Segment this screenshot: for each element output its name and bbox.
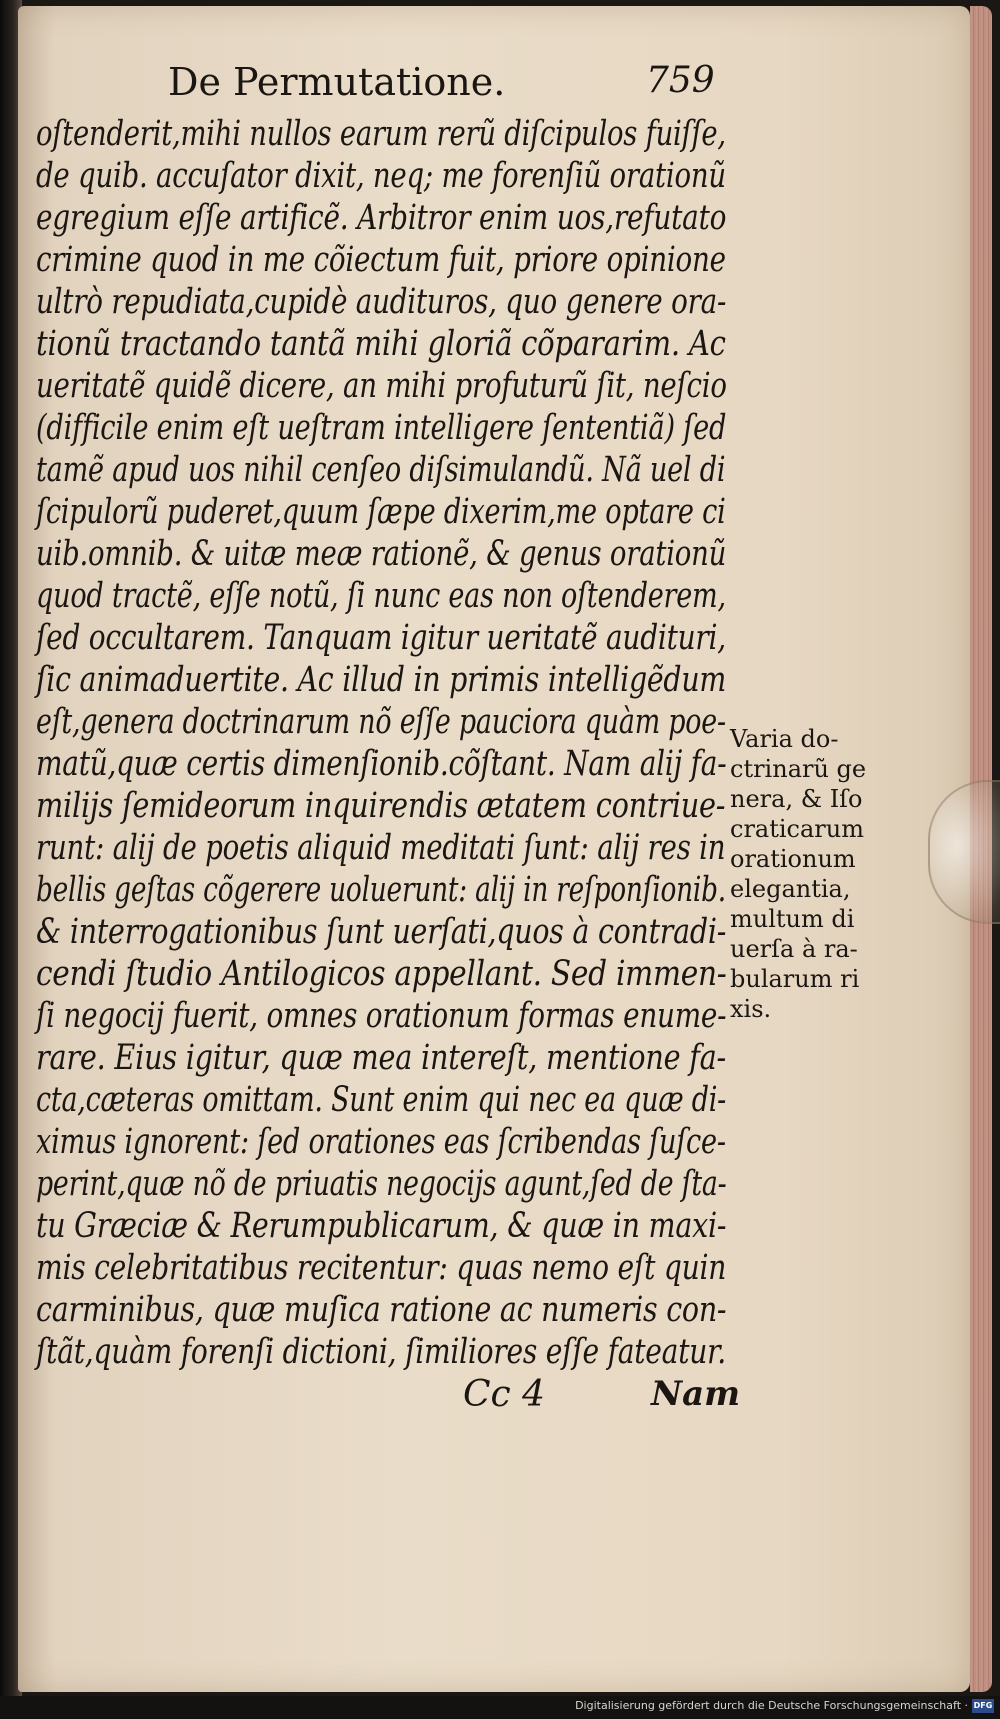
- text-line: ſcipulorũ puderet,quum ſæpe dixerim,me optare ci: [36, 492, 726, 532]
- page-number: 759: [646, 60, 715, 101]
- margin-note-line: craticarum: [730, 815, 864, 843]
- catchword: Nam: [651, 1374, 741, 1414]
- text-line: (difficile enim eſt ueſtram intelligere ſententiã) ſed: [36, 408, 727, 448]
- margin-note-line: multum di: [730, 905, 855, 933]
- margin-note-line: uerſa à ra-: [730, 935, 858, 963]
- text-line: crimine quod in me cõiectum fuit, priore opinione: [36, 240, 726, 280]
- text-line: ſed occultarem. Tanquam igitur ueritatẽ audituri,: [36, 618, 726, 658]
- text-line: milijs ſemideorum inquirendis ætatem contriue-: [36, 786, 726, 826]
- margin-note-line: ctrinarũ ge: [730, 755, 867, 783]
- footer-credit: Digitalisierung gefördert durch die Deutsche Forschungsgemeinschaft ·: [575, 1699, 968, 1712]
- text-line: runt: alij de poetis aliquid meditati ſunt: alij res in: [36, 828, 726, 868]
- text-line: ultrò repudiata,cupidè audituros, quo genere ora-: [36, 282, 727, 322]
- margin-note-line: bularum ri: [730, 965, 860, 993]
- margin-note-line: xis.: [730, 995, 772, 1023]
- text-line: rare. Eius igitur, quæ mea intereſt, mentione fa-: [36, 1038, 726, 1078]
- text-line: tamẽ apud uos nihil cenſeo diſsimulandũ. Nã uel di: [36, 450, 726, 490]
- margin-note-line: orationum: [730, 845, 856, 873]
- text-line: tu Græciæ & Rerumpublicarum, & quæ in maxi-: [36, 1206, 727, 1246]
- text-line: ximus ignorent: ſed orationes eas ſcribendas ſuſce-: [36, 1122, 726, 1162]
- text-line: oſtenderit,mihi nullos earum rerũ diſcipulos fuiſſe,: [36, 114, 726, 154]
- text-line: ſic animaduertite. Ac illud in primis intelligẽdum: [36, 660, 727, 700]
- running-head: De Permutatione.: [168, 60, 506, 104]
- text-line: cendi ſtudio Antilogicos appellant. Sed immen-: [36, 954, 727, 994]
- text-line: mis celebritatibus recitentur: quas nemo eſt quin: [36, 1248, 727, 1288]
- text-line: matũ,quæ certis dimenſionib.cõſtant. Nam alij fa-: [36, 744, 727, 784]
- text-line: quod tractẽ, eſſe notũ, ſi nunc eas non oſtenderem,: [36, 576, 726, 616]
- text-line: de quib. accuſator dixit, neq; me forenſiũ orationũ: [36, 156, 726, 196]
- margin-note-line: elegantia,: [730, 875, 851, 903]
- text-line: bellis geſtas cõgerere uoluerunt: alij in reſponſionib.: [36, 870, 726, 910]
- dfg-logo-icon: DFG: [972, 1699, 994, 1713]
- text-line: uib.omnib. & uitæ meæ rationẽ, & genus orationũ: [36, 534, 727, 574]
- text-line: eſt,genera doctrinarum nõ eſſe pauciora quàm poe-: [36, 702, 726, 742]
- text-line: ueritatẽ quidẽ dicere, an mihi profuturũ ſit, neſcio: [36, 366, 727, 406]
- text-line: perint,quæ nõ de priuatis negocijs agunt,ſed de ſta-: [36, 1164, 727, 1204]
- text-line: carminibus, quæ muſica ratione ac numeris con-: [36, 1290, 727, 1330]
- text-line: ſi negocij fuerit, omnes orationum formas enume-: [36, 996, 727, 1036]
- signature-mark: Cc 4: [463, 1374, 546, 1415]
- text-line: tionũ tractando tantã mihi gloriã cõpararim. Ac: [36, 324, 726, 364]
- text-line: ſtãt,quàm forenſi dictioni, ſimiliores eſſe fateatur.: [36, 1332, 726, 1372]
- margin-note-line: Varia do-: [730, 725, 839, 753]
- text-line: egregium eſſe artificẽ. Arbitror enim uos,refutato: [36, 198, 727, 238]
- margin-note-line: nera, & Iſo: [730, 785, 863, 813]
- book-page: [18, 6, 970, 1692]
- footer-bar: [0, 1696, 1000, 1719]
- text-line: cta,cæteras omittam. Sunt enim qui nec ea quæ di-: [36, 1080, 727, 1120]
- text-line: & interrogationibus ſunt uerſati,quos à contradi-: [36, 912, 727, 952]
